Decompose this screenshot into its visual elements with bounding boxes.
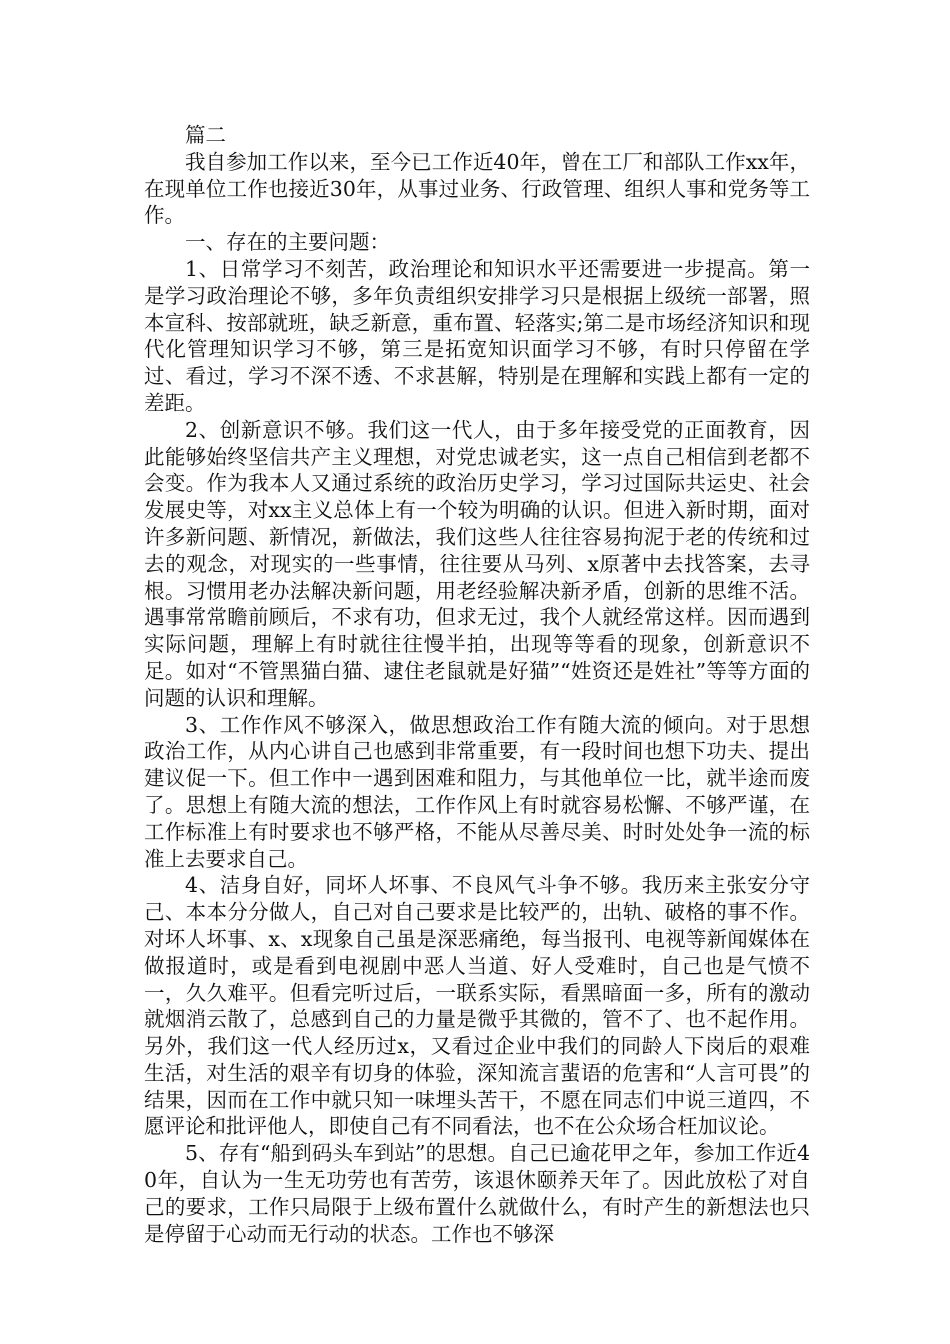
- intro-paragraph: 我自参加工作以来，至今已工作近40年，曾在工厂和部队工作xx年，在现单位工作也接近30年，从事过业务、行政管理、组织人事和党务等工作。: [144, 149, 810, 228]
- problems-heading: 一、存在的主要问题：: [185, 230, 390, 255]
- problem-4-paragraph: 4、洁身自好，同坏人坏事、不良风气斗争不够。我历来主张安分守己、本本分分做人，自己对自己要求是比较严的，出轨、破格的事不作。对坏人坏事、x、x现象自己虽是深恶痛绝，每当报刊、电视等新闻媒体在做报道时，或是看到电视剧中恶人当道、好人受难时，自己也是气愤不一，久久难平。但看完听过后，一联系实际，看黑暗面一多，所有的激动就烟消云散了，总感到自己的力量是微乎其微的，管不了、也不起作用。另外，我们这一代人经历过x，又看过企业中我们的同龄人下岗后的艰难生活，对生活的艰辛有切身的体验，深知流言蜚语的危害和“人言可畏”的结果，因而在工作中就只知一味埋头苦干，不愿在同志们中说三道四，不愿评论和批评他人，即使自己有不同看法，也不在公众场合枉加议论。: [144, 873, 810, 1139]
- problem-1-paragraph: 1、日常学习不刻苦，政治理论和知识水平还需要进一步提高。第一是学习政治理论不够，多年负责组织安排学习只是根据上级统一部署，照本宣科、按部就班，缺乏新意，重布置、轻落实;第二是市场经济知识和现代化管理知识学习不够，第三是拓宽知识面学习不够，有时只停留在学过、看过，学习不深不透、不求甚解，特别是在理解和实践上都有一定的差距。: [144, 256, 810, 415]
- document-body: [144, 122, 810, 1247]
- problem-3-paragraph: 3、工作作风不够深入，做思想政治工作有随大流的倾向。对于思想政治工作，从内心讲自己也感到非常重要，有一段时间也想下功夫、提出建议促一下。但工作中一遇到困难和阻力，与其他单位一比，就半途而废了。思想上有随大流的想法，工作作风上有时就容易松懈、不够严谨，在工作标准上有时要求也不够严格，不能从尽善尽美、时时处处争一流的标准上去要求自己。: [144, 712, 810, 871]
- section-title: 篇二: [185, 123, 226, 147]
- problem-2-paragraph: 2、创新意识不够。我们这一代人，由于多年接受党的正面教育，因此能够始终坚信共产主义理想，对党忠诚老实，这一点自己相信到老都不会变。作为我本人又通过系统的政治历史学习，学习过国际共运史、社会发展史等，对xx主义总体上有一个较为明确的认识。但进入新时期，面对许多新问题、新情况，新做法，我们这些人往往容易拘泥于老的传统和过去的观念，对现实的一些事情，往往要从马列、x原著中去找答案，去寻根。习惯用老办法解决新问题，用老经验解决新矛盾，创新的思维不活。遇事常常瞻前顾后，不求有功，但求无过，我个人就经常这样。因而遇到实际问题，理解上有时就往往慢半拍，出现等等看的现象，创新意识不足。如对“不管黑猫白猫、逮住老鼠就是好猫”“姓资还是姓社”等等方面的问题的认识和理解。: [144, 417, 810, 710]
- problem-5-paragraph: 5、存有“船到码头车到站”的思想。自己已逾花甲之年，参加工作近40年，自认为一生无功劳也有苦劳，该退休颐养天年了。因此放松了对自己的要求，工作只局限于上级布置什么就做什么，有时产生的新想法也只是停留于心动而无行动的状态。工作也不够深: [144, 1141, 810, 1246]
